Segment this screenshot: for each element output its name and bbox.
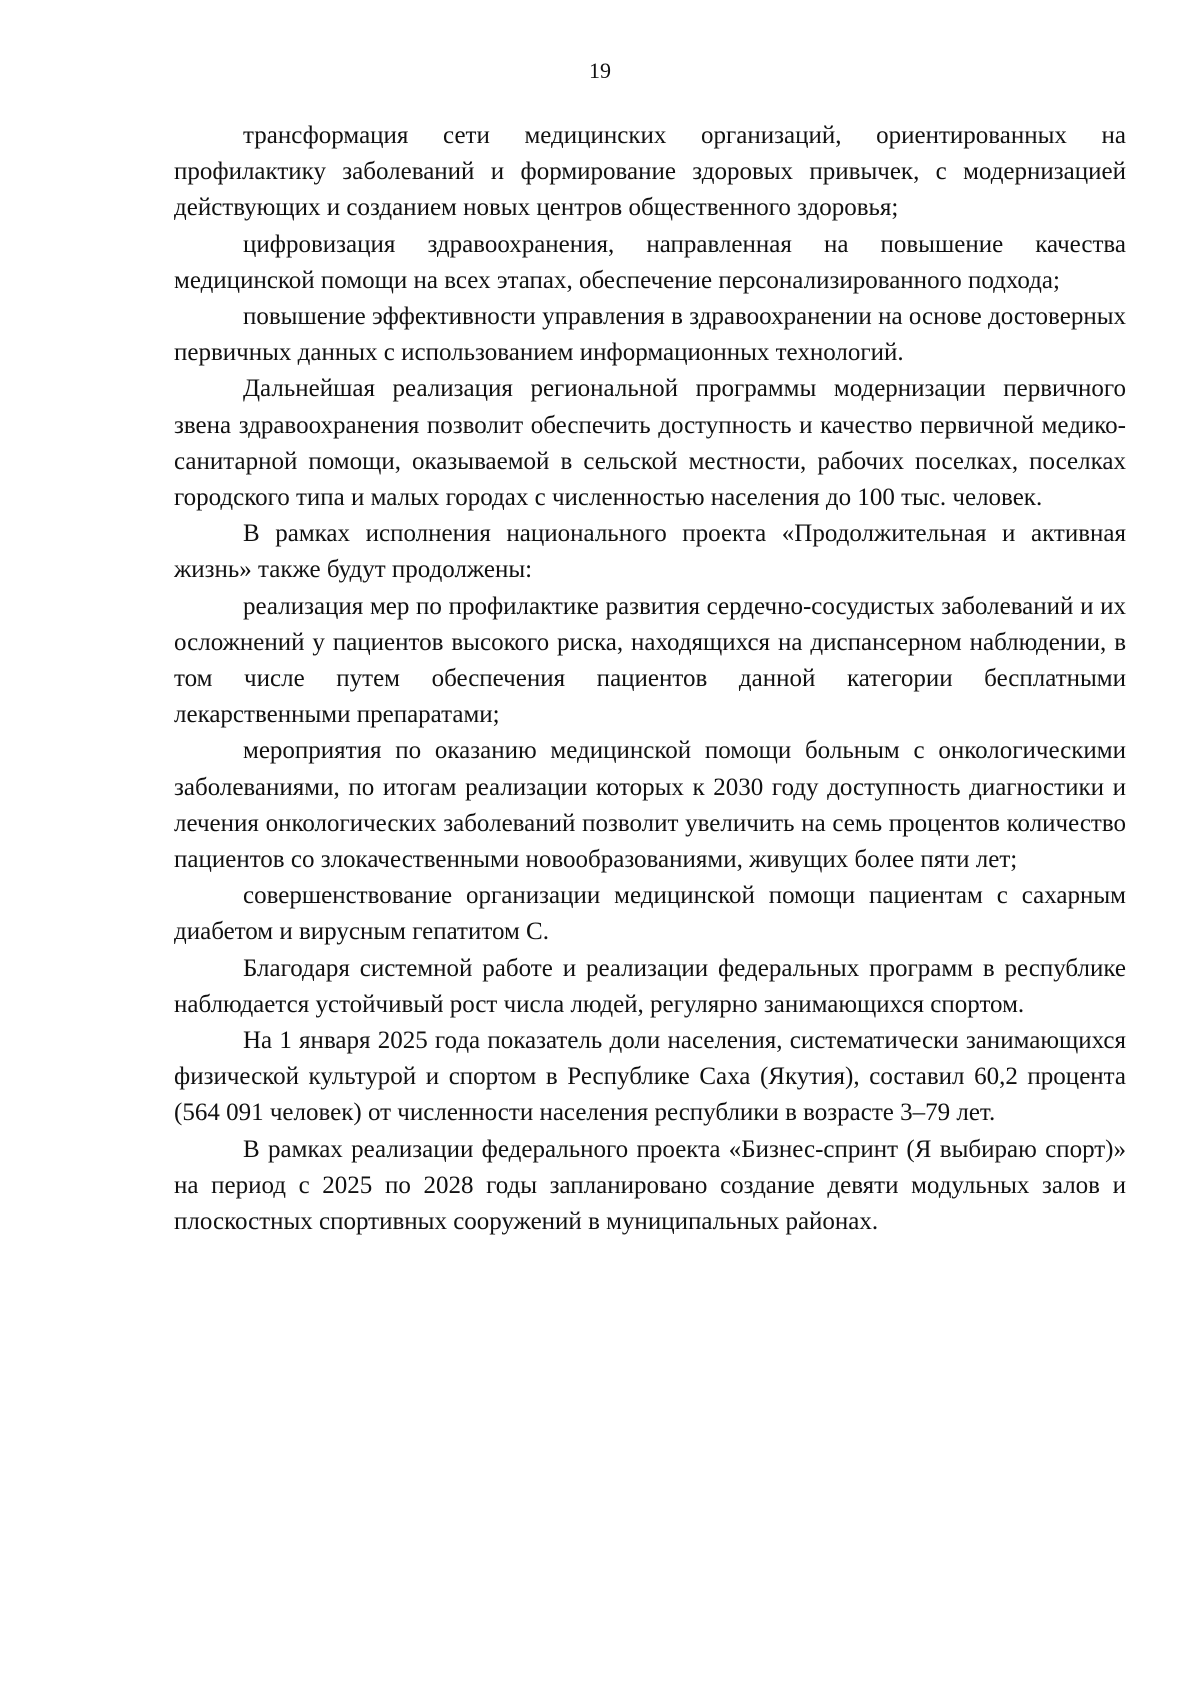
paragraph: Дальнейшая реализация региональной программы модернизации первичного звена здравоохранения позволит обеспечить доступность и качество первичной медико-санитарной помощи, оказываемой в сельской местности, рабочих поселках, поселках городского типа и малых городах с численностью населения до 100 тыс. человек.	[174, 375, 1126, 512]
paragraph: реализация мер по профилактике развития сердечно-сосудистых заболеваний и их осложнений у пациентов высокого риска, находящихся на диспансерном наблюдении, в том числе путем обеспечения пациентов данной категории бесплатными лекарственными препаратами;	[174, 592, 1126, 729]
paragraph: повышение эффективности управления в здравоохранении на основе достоверных первичных данных с использованием информационных технологий.	[174, 303, 1126, 367]
paragraph: Благодаря системной работе и реализации федеральных программ в республике наблюдается устойчивый рост числа людей, регулярно занимающихся спортом.	[174, 954, 1126, 1018]
document-body	[174, 118, 1126, 1240]
page-number: 19	[589, 58, 611, 83]
paragraph: мероприятия по оказанию медицинской помощи больным с онкологическими заболеваниями, по итогам реализации которых к 2030 году доступность диагностики и лечения онкологических заболеваний позволит увеличить на семь процентов количество пациентов со злокачественными новообразованиями, живущих более пяти лет;	[174, 737, 1126, 874]
paragraph: цифровизация здравоохранения, направленная на повышение качества медицинской помощи на всех этапах, обеспечение персонализированного подхода;	[174, 230, 1126, 294]
paragraph: В рамках реализации федерального проекта «Бизнес-спринт (Я выбираю спорт)» на период с 2025 по 2028 годы запланировано создание девяти модульных залов и плоскостных спортивных сооружений в муниципальных районах.	[174, 1135, 1126, 1236]
paragraph: трансформация сети медицинских организаций, ориентированных на профилактику заболеваний и формирование здоровых привычек, с модернизацией действующих и созданием новых центров общественного здоровья;	[174, 122, 1126, 222]
paragraph: На 1 января 2025 года показатель доли населения, систематически занимающихся физической культурой и спортом в Республике Саха (Якутия), составил 60,2 процента (564 091 человек) от численности населения республики в возрасте 3–79 лет.	[174, 1027, 1126, 1127]
paragraph: В рамках исполнения национального проекта «Продолжительная и активная жизнь» также будут продолжены:	[174, 520, 1126, 584]
paragraph: совершенствование организации медицинской помощи пациентам с сахарным диабетом и вирусным гепатитом С.	[174, 882, 1126, 946]
